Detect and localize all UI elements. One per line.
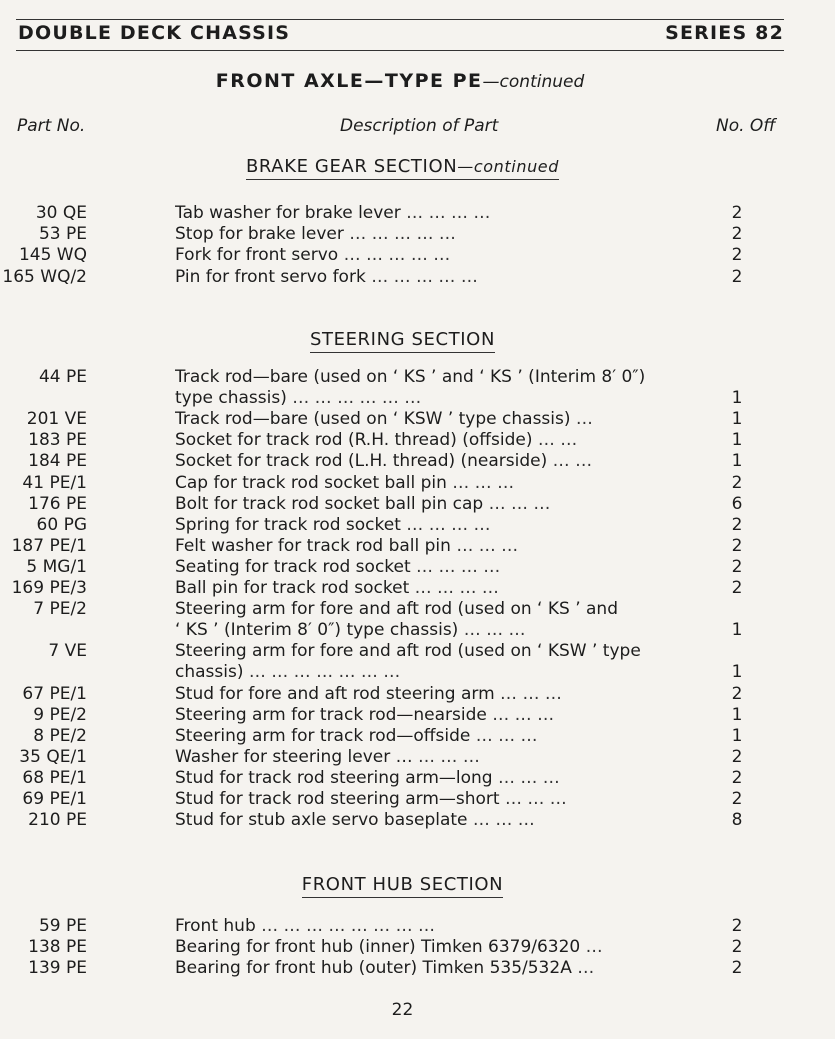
quantity: 1: [731, 388, 743, 409]
quantity: 6: [731, 493, 743, 514]
part-number: 176 PE: [28, 493, 87, 514]
description-text: Seating for track rod socket: [175, 556, 411, 577]
table-row: [0, 768, 835, 790]
description-text: Bolt for track rod socket ball pin cap: [175, 493, 484, 514]
leader-dots: … … …: [494, 683, 562, 704]
description-text: Stud for track rod steering arm—short: [175, 789, 500, 809]
quantity: 2: [731, 245, 743, 266]
part-description: [175, 789, 675, 809]
part-number: 35 QE/1: [19, 746, 87, 767]
quantity: 2: [731, 958, 743, 979]
part-description: [175, 768, 675, 788]
table-row: [0, 662, 835, 684]
leader-dots: … … …: [467, 810, 535, 831]
part-description: [175, 684, 675, 704]
part-number: 9 PE/2: [33, 704, 87, 725]
table-row: [0, 599, 835, 621]
section-title-steering: [0, 329, 805, 350]
description-text: Felt washer for track rod ball pin: [175, 535, 451, 556]
description-text: Socket for track rod (R.H. thread) (offside): [175, 430, 533, 451]
part-description: [175, 641, 675, 661]
part-number: 30 QE: [35, 203, 87, 223]
quantity: 2: [731, 224, 743, 245]
leader-dots: … … … …: [400, 514, 491, 535]
leader-dots: … …: [547, 451, 593, 472]
table-row: [0, 388, 835, 410]
description-text: Steering arm for fore and aft rod (used on ‘ KS ’ and: [175, 599, 618, 620]
part-description: [175, 578, 675, 598]
part-description: [175, 367, 675, 387]
table-row: [0, 451, 835, 473]
part-number: 8 PE/2: [33, 725, 87, 746]
description-text: Stud for track rod steering arm—long: [175, 767, 493, 788]
table-row: [0, 494, 835, 516]
leader-dots: … … … …: [409, 578, 499, 598]
header-series: SERIES 82: [665, 22, 784, 44]
part-description: [175, 747, 675, 767]
part-number: 139 PE: [28, 958, 87, 979]
steering-section-title-text: STEERING SECTION: [310, 329, 495, 353]
table-row: [0, 224, 835, 246]
table-row: [0, 536, 835, 558]
quantity: 2: [731, 683, 743, 704]
column-head-part: Part No.: [17, 116, 86, 136]
quantity: 2: [731, 767, 743, 788]
description-text: Stop for brake lever: [175, 224, 344, 245]
leader-dots: … … … … … … … …: [255, 916, 435, 936]
part-number: 60 PG: [36, 514, 87, 535]
table-row: [0, 937, 835, 959]
brake-section-heading: [246, 156, 559, 180]
column-head-quantity: No. Off: [716, 116, 776, 136]
table-row: [0, 245, 835, 267]
part-number: 41 PE/1: [22, 472, 87, 493]
part-number: 165 WQ/2: [2, 266, 87, 287]
part-description: [175, 267, 675, 287]
description-text: Stud for stub axle servo baseplate: [175, 810, 468, 831]
leader-dots: … … … … …: [365, 266, 478, 287]
description-text: Front hub: [175, 916, 256, 936]
leader-dots: … … …: [492, 767, 560, 788]
part-description: [175, 620, 675, 640]
part-number: 68 PE/1: [22, 767, 87, 788]
part-number: 7 VE: [48, 641, 87, 662]
part-number: 187 PE/1: [11, 535, 87, 556]
table-row: [0, 578, 835, 600]
table-row: [0, 684, 835, 706]
part-description: [175, 203, 675, 223]
description-text: Steering arm for track rod—nearside: [175, 704, 487, 725]
table-row: [0, 367, 835, 389]
table-row: [0, 958, 835, 980]
table-row: [0, 641, 835, 663]
quantity: 2: [731, 556, 743, 577]
part-description: [175, 451, 675, 471]
table-row: [0, 726, 835, 748]
part-number: 5 MG/1: [26, 556, 87, 577]
description-text: Fork for front servo: [175, 245, 339, 266]
part-number: 44 PE: [38, 367, 87, 387]
table-row: [0, 789, 835, 811]
part-description: [175, 958, 675, 978]
description-text: Bearing for front hub (inner) Timken 6379/6320: [175, 937, 581, 958]
description-text: ‘ KS ’ (Interim 8′ 0″) type chassis): [175, 620, 459, 641]
part-description: [175, 224, 675, 244]
leader-dots: … … …: [458, 620, 526, 641]
table-row: [0, 705, 835, 727]
part-number: 183 PE: [28, 430, 87, 451]
part-number: 184 PE: [28, 451, 87, 472]
quantity: 1: [731, 725, 743, 746]
part-description: [175, 473, 675, 493]
leader-dots: … … …: [486, 704, 555, 725]
part-number: 69 PE/1: [22, 789, 87, 809]
part-number: 67 PE/1: [22, 683, 87, 704]
part-description: [175, 430, 675, 450]
description-text: type chassis): [175, 388, 287, 409]
description-text: Track rod—bare (used on ‘ KSW ’ type chassis): [175, 409, 571, 430]
quantity: 2: [731, 514, 743, 535]
quantity: 1: [731, 430, 743, 451]
leader-dots: … … …: [470, 725, 538, 746]
description-text: Track rod—bare (used on ‘ KS ’ and ‘ KS ’ (Interim 8′ 0″): [175, 367, 646, 387]
quantity: 2: [731, 937, 743, 958]
hub-section-title-text: FRONT HUB SECTION: [302, 874, 504, 898]
top-rule: [16, 19, 784, 20]
quantity: 2: [731, 578, 743, 598]
table-row: [0, 810, 835, 832]
description-text: Spring for track rod socket: [175, 514, 401, 535]
quantity: 2: [731, 535, 743, 556]
section-title-hub: [0, 874, 805, 895]
leader-dots: … …: [532, 430, 578, 451]
leader-dots: …: [580, 937, 603, 958]
part-number: 201 VE: [26, 409, 87, 430]
leader-dots: … … …: [483, 493, 551, 514]
leader-dots: … … … … …: [338, 245, 451, 266]
leader-dots: … … …: [499, 789, 567, 809]
part-description: [175, 494, 675, 514]
table-row: [0, 203, 835, 225]
brake-section-title-text: BRAKE GEAR SECTION: [245, 156, 458, 177]
leader-dots: … … …: [446, 472, 515, 493]
quantity: 1: [731, 409, 743, 430]
leader-dots: … … …: [412, 746, 480, 767]
part-number: 210 PE: [28, 810, 87, 831]
leader-dots: … … …: [450, 535, 519, 556]
quantity: 2: [731, 916, 743, 936]
section-title-brake: [0, 156, 805, 177]
leader-dots: … … … … …: [343, 224, 456, 245]
description-text: Stud for fore and aft rod steering arm: [175, 683, 495, 704]
quantity: 2: [731, 789, 743, 809]
header-rule: [16, 50, 784, 51]
part-description: [175, 705, 675, 725]
title-continued: —continued: [482, 72, 585, 92]
part-description: [175, 937, 675, 957]
part-description: [175, 388, 675, 408]
part-description: [175, 536, 675, 556]
quantity: 2: [731, 203, 743, 223]
part-description: [175, 245, 675, 265]
quantity: 1: [731, 451, 743, 472]
part-description: [175, 557, 675, 577]
header-title: DOUBLE DECK CHASSIS: [18, 22, 291, 44]
table-row: [0, 557, 835, 579]
brake-section-continued: —continued: [457, 157, 560, 176]
quantity: 2: [731, 746, 743, 767]
leader-dots: … … … … … …: [286, 388, 422, 409]
part-number: 59 PE: [38, 916, 87, 936]
quantity: 1: [731, 704, 743, 725]
description-text: Steering arm for track rod—offside: [175, 725, 471, 746]
leader-dots: …: [571, 958, 595, 979]
part-number: 169 PE/3: [11, 578, 87, 598]
leader-dots: … … … …: [410, 556, 501, 577]
page-title: [0, 70, 800, 92]
quantity: 1: [731, 662, 743, 683]
leader-dots: … … … …: [400, 203, 491, 223]
description-text: Pin for front servo fork: [175, 266, 366, 287]
title-main: FRONT AXLE—TYPE PE: [215, 70, 483, 92]
page-number: 22: [391, 1000, 414, 1020]
leader-dots: …: [570, 409, 593, 430]
table-row: [0, 747, 835, 769]
part-description: [175, 409, 675, 429]
description-text: Ball pin for track rod socket: [175, 578, 410, 598]
table-row: [0, 620, 835, 642]
column-head-description: Description of Part: [340, 116, 499, 136]
quantity: 2: [731, 472, 743, 493]
quantity: 8: [731, 810, 743, 831]
description-text: Washer for steering lever …: [175, 746, 413, 767]
part-description: [175, 726, 675, 746]
table-row: [0, 267, 835, 289]
part-description: [175, 662, 675, 682]
table-row: [0, 473, 835, 495]
part-number: 145 WQ: [18, 245, 87, 266]
quantity: 1: [731, 620, 743, 641]
leader-dots: … … … … … … …: [243, 662, 401, 683]
table-row: [0, 916, 835, 938]
table-row: [0, 409, 835, 431]
part-description: [175, 515, 675, 535]
part-number: 138 PE: [28, 937, 87, 958]
part-description: [175, 810, 675, 830]
part-description: [175, 916, 675, 936]
table-row: [0, 515, 835, 537]
description-text: Tab washer for brake lever: [175, 203, 401, 223]
description-text: Socket for track rod (L.H. thread) (nearside): [175, 451, 548, 472]
part-number: 53 PE: [38, 224, 87, 245]
quantity: 2: [731, 266, 743, 287]
table-row: [0, 430, 835, 452]
part-description: [175, 599, 675, 619]
part-number: 7 PE/2: [33, 599, 87, 620]
description-text: Bearing for front hub (outer) Timken 535/532A: [175, 958, 572, 979]
description-text: Steering arm for fore and aft rod (used on ‘ KSW ’ type: [175, 641, 641, 662]
description-text: chassis): [175, 662, 244, 683]
description-text: Cap for track rod socket ball pin: [175, 472, 447, 493]
